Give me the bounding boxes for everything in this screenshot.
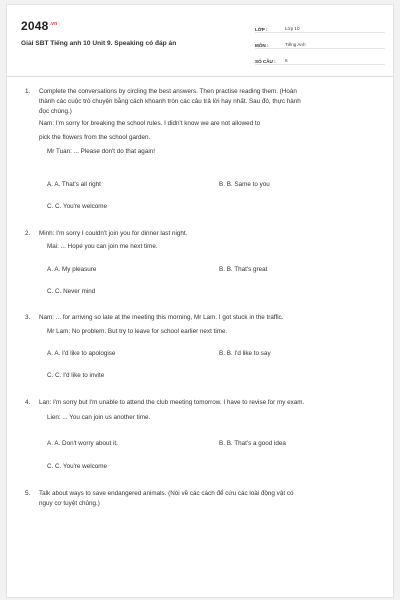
site-logo[interactable] bbox=[21, 19, 57, 33]
question-text: đọc chúng.) bbox=[39, 108, 72, 115]
dialogue-line: Mr Tuan: ... Please don't do that again! bbox=[47, 148, 155, 155]
question-2 bbox=[25, 229, 387, 252]
question-3 bbox=[25, 313, 387, 337]
question-body bbox=[39, 229, 387, 252]
option-a[interactable]: A. A. That's all right bbox=[47, 181, 101, 188]
question-number: 3. bbox=[25, 314, 31, 321]
meta-label: SỐ CÂU : bbox=[255, 59, 276, 64]
dialogue-line: Nam: I'm sorry for breaking the school rules. I didn't know we are not allowed to bbox=[39, 120, 261, 127]
option-c[interactable]: C. C. You're welcome bbox=[47, 463, 108, 470]
option-c[interactable]: C. C. You're welcome bbox=[47, 203, 108, 210]
dialogue-line: Nam: ... for arriving so late at the meeting this morning, Mr Lam. I got stuck in the traffic. bbox=[39, 314, 284, 321]
option-c[interactable]: C. C. Never mind bbox=[47, 288, 96, 295]
meta-value: Lớp 10 bbox=[285, 26, 300, 31]
dialogue-line: Minh: I'm sorry I couldn't join you for dinner last night. bbox=[39, 230, 188, 237]
document-page bbox=[6, 4, 394, 598]
question-text: Complete the conversations by circling the best answers. Then practise reading them. (Hoàn bbox=[39, 88, 297, 95]
meta-label: LỚP : bbox=[255, 27, 268, 32]
dialogue-line: Lan: I'm sorry but I'm unable to attend the club meeting tomorrow. I have to revise for my exam. bbox=[39, 399, 305, 406]
question-number: 1. bbox=[25, 88, 31, 95]
option-b[interactable]: B. B. That's great bbox=[219, 266, 268, 273]
logo-domain: .vn bbox=[49, 21, 58, 27]
question-1 bbox=[25, 87, 387, 157]
document-title: Giải SBT Tiếng anh 10 Unit 9. Speaking có đáp án bbox=[21, 40, 177, 47]
question-body bbox=[39, 313, 387, 337]
dialogue-line: Mai: ... Hope you can join me next time. bbox=[47, 243, 158, 250]
meta-value: Tiếng Anh bbox=[285, 42, 306, 47]
option-a[interactable]: A. A. My pleasure bbox=[47, 266, 97, 273]
dialogue-line: Mr Lam: No problem. But try to leave for school earlier next time. bbox=[47, 328, 228, 335]
option-c[interactable]: C. C. I'd like to invite bbox=[47, 372, 105, 379]
question-5 bbox=[25, 489, 387, 509]
meta-value: 5 bbox=[285, 58, 288, 63]
question-body bbox=[39, 87, 387, 157]
meta-info bbox=[255, 19, 385, 67]
option-a[interactable]: A. A. Don't worry about it. bbox=[47, 440, 118, 447]
question-4 bbox=[25, 398, 387, 423]
question-text: Talk about ways to save endangered animals. (Nói về các cách để cứu các loài động vật có bbox=[39, 490, 294, 497]
option-b[interactable]: B. B. Same to you bbox=[219, 181, 270, 188]
logo-text: 2048 bbox=[21, 19, 49, 33]
question-body bbox=[39, 489, 387, 509]
question-number: 5. bbox=[25, 490, 31, 497]
meta-row-subject bbox=[255, 35, 385, 49]
question-text: nguy cơ tuyệt chủng.) bbox=[39, 500, 100, 507]
dialogue-line: Lien: ... You can join us another time. bbox=[47, 414, 151, 421]
question-body bbox=[39, 398, 387, 423]
question-text: thành các cuộc trò chuyện bằng cách khoanh tròn các câu trả lời hay nhất. Sau đó, thực hành bbox=[39, 98, 301, 105]
option-b[interactable]: B. B. I'd like to say bbox=[219, 350, 271, 357]
meta-label: MÔN : bbox=[255, 43, 269, 48]
question-number: 2. bbox=[25, 230, 31, 237]
meta-row-class bbox=[255, 19, 385, 33]
document-header bbox=[7, 5, 393, 77]
option-b[interactable]: B. B. That's a good idea bbox=[219, 440, 286, 447]
question-number: 4. bbox=[25, 399, 31, 406]
dialogue-line: pick the flowers from the school garden. bbox=[39, 134, 151, 141]
option-a[interactable]: A. A. I'd like to apologise bbox=[47, 350, 116, 357]
meta-row-count bbox=[255, 51, 385, 65]
